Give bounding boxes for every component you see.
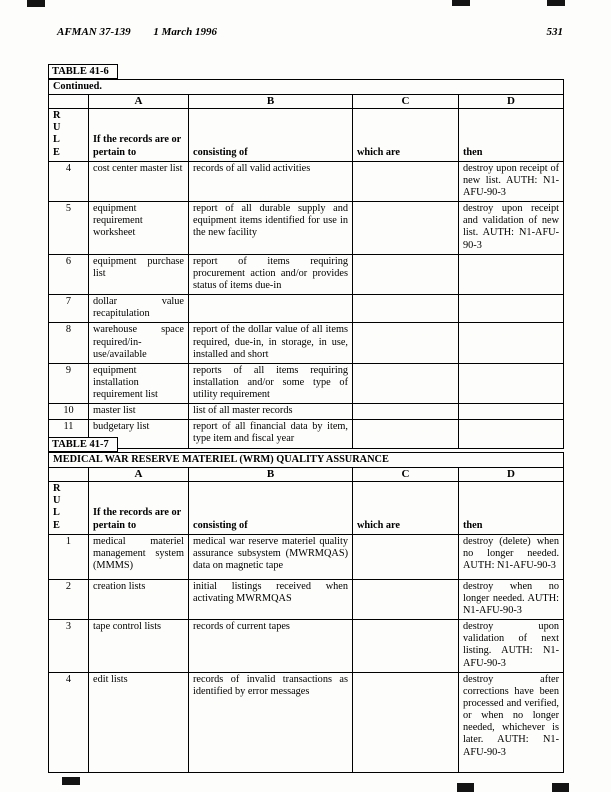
cell-b: records of invalid transactions as identified by error messages <box>189 672 353 772</box>
table1-subheader-row <box>49 109 564 162</box>
cell-rule: 4 <box>49 672 89 772</box>
cell-b: list of all master records <box>189 404 353 420</box>
subheader-c: which are <box>353 482 459 535</box>
scan-artifact <box>552 783 569 792</box>
cell-rule: 3 <box>49 620 89 673</box>
table1-label-text: TABLE 41-6 <box>52 66 109 77</box>
column-header-c: C <box>353 95 459 109</box>
cell-rule: 4 <box>49 161 89 201</box>
cell-b: records of all valid activities <box>189 161 353 201</box>
cell-b: report of all durable supply and equipment items identified for use in the new facility <box>189 202 353 255</box>
scan-artifact <box>457 783 474 792</box>
cell-c <box>353 202 459 255</box>
cell-a: cost center master list <box>89 161 189 201</box>
table-41-7 <box>48 452 564 773</box>
scan-artifact <box>452 0 470 6</box>
cell-b <box>189 295 353 323</box>
rule-letter: L <box>53 507 60 519</box>
cell-rule: 9 <box>49 363 89 403</box>
table-row <box>49 534 564 579</box>
cell-c <box>353 363 459 403</box>
page-header <box>57 26 563 38</box>
table-row <box>49 579 564 619</box>
cell-b: report of items requiring procurement action and/or provides status of items due-in <box>189 254 353 294</box>
cell-c <box>353 534 459 579</box>
cell-d: destroy after corrections have been processed and verified, or when no longer needed, whichever is later. AUTH: N1-AFU-90-3 <box>459 672 564 772</box>
cell-b: reports of all items requiring installation and/or some type of utility requirement <box>189 363 353 403</box>
table2-title-row <box>49 453 564 468</box>
cell-c <box>353 404 459 420</box>
table1-continued-row <box>49 80 564 95</box>
column-header-c: C <box>353 468 459 482</box>
cell-rule: 1 <box>49 534 89 579</box>
cell-b: medical war reserve materiel quality assurance subsystem (MWRMQAS) data on magnetic tape <box>189 534 353 579</box>
table2-label <box>48 437 118 452</box>
cell-b: report of the dollar value of all items required, due-in, in storage, in use, installed and short <box>189 323 353 363</box>
cell-a: equipment installation requirement list <box>89 363 189 403</box>
cell-a: master list <box>89 404 189 420</box>
table1-label <box>48 64 118 79</box>
cell-d <box>459 420 564 448</box>
column-header-a: A <box>89 468 189 482</box>
rule-letter: R <box>53 483 61 495</box>
table2-subheader-row <box>49 482 564 535</box>
table-row <box>49 202 564 255</box>
cell-d: destroy (delete) when no longer needed. AUTH: N1-AFU-90-3 <box>459 534 564 579</box>
cell-a: tape control lists <box>89 620 189 673</box>
cell-d: destroy upon validation of next listing. AUTH: N1-AFU-90-3 <box>459 620 564 673</box>
rule-letter: U <box>53 122 61 134</box>
document-date: 1 March 1996 <box>153 26 217 38</box>
rule-column-label <box>49 482 89 535</box>
blank-corner-cell <box>49 95 89 109</box>
table1-column-header-row <box>49 95 564 109</box>
table-row <box>49 672 564 772</box>
subheader-b: consisting of <box>189 109 353 162</box>
document-reference <box>57 26 217 38</box>
cell-c <box>353 161 459 201</box>
rule-letter: E <box>53 146 60 158</box>
cell-rule: 7 <box>49 295 89 323</box>
cell-d: destroy when no longer needed. AUTH: N1-AFU-90-3 <box>459 579 564 619</box>
cell-c <box>353 295 459 323</box>
scan-artifact <box>547 0 565 6</box>
cell-a: edit lists <box>89 672 189 772</box>
column-header-d: D <box>459 95 564 109</box>
cell-a: dollar value recapitulation <box>89 295 189 323</box>
cell-a: budgetary list <box>89 420 189 448</box>
cell-d: destroy upon receipt of new list. AUTH: N1-AFU-90-3 <box>459 161 564 201</box>
cell-d <box>459 254 564 294</box>
blank-corner-cell <box>49 468 89 482</box>
cell-b: records of current tapes <box>189 620 353 673</box>
cell-rule: 8 <box>49 323 89 363</box>
cell-d <box>459 363 564 403</box>
table2-title: MEDICAL WAR RESERVE MATERIEL (WRM) QUALITY ASSURANCE <box>49 453 564 468</box>
table2-column-header-row <box>49 468 564 482</box>
subheader-d: then <box>459 482 564 535</box>
cell-rule: 5 <box>49 202 89 255</box>
table2-label-text: TABLE 41-7 <box>52 439 109 450</box>
column-header-b: B <box>189 95 353 109</box>
table-row <box>49 404 564 420</box>
column-header-b: B <box>189 468 353 482</box>
table-row <box>49 620 564 673</box>
cell-c <box>353 254 459 294</box>
cell-b: report of all financial data by item, type item and fiscal year <box>189 420 353 448</box>
subheader-a: If the records are or pertain to <box>89 109 189 162</box>
cell-rule: 2 <box>49 579 89 619</box>
subheader-b: consisting of <box>189 482 353 535</box>
cell-a: warehouse space required/in-use/available <box>89 323 189 363</box>
cell-c <box>353 620 459 673</box>
table1-subtitle: Continued. <box>49 80 564 95</box>
cell-c <box>353 323 459 363</box>
cell-d <box>459 404 564 420</box>
cell-rule: 11 <box>49 420 89 448</box>
cell-d <box>459 323 564 363</box>
cell-c <box>353 420 459 448</box>
cell-a: equipment purchase list <box>89 254 189 294</box>
cell-d <box>459 295 564 323</box>
table-row <box>49 363 564 403</box>
rule-column-label <box>49 109 89 162</box>
table-row <box>49 254 564 294</box>
cell-b: initial listings received when activating MWRMQAS <box>189 579 353 619</box>
subheader-d: then <box>459 109 564 162</box>
table-row <box>49 420 564 448</box>
rule-letter: R <box>53 110 61 122</box>
cell-d: destroy upon receipt and validation of new list. AUTH: N1-AFU-90-3 <box>459 202 564 255</box>
cell-c <box>353 579 459 619</box>
cell-rule: 6 <box>49 254 89 294</box>
cell-c <box>353 672 459 772</box>
cell-rule: 10 <box>49 404 89 420</box>
cell-a: medical materiel management system (MMMS) <box>89 534 189 579</box>
cell-a: equipment requirement worksheet <box>89 202 189 255</box>
subheader-a: If the records are or pertain to <box>89 482 189 535</box>
page-number: 531 <box>546 26 563 38</box>
rule-letter: U <box>53 495 61 507</box>
scan-artifact <box>27 0 45 7</box>
cell-a: creation lists <box>89 579 189 619</box>
table-row <box>49 323 564 363</box>
rule-letter: E <box>53 519 60 531</box>
table-row <box>49 161 564 201</box>
table-row <box>49 295 564 323</box>
subheader-c: which are <box>353 109 459 162</box>
table-41-6 <box>48 79 564 449</box>
column-header-a: A <box>89 95 189 109</box>
column-header-d: D <box>459 468 564 482</box>
rule-letter: L <box>53 134 60 146</box>
document-id: AFMAN 37-139 <box>57 26 131 38</box>
scan-artifact <box>62 777 80 785</box>
